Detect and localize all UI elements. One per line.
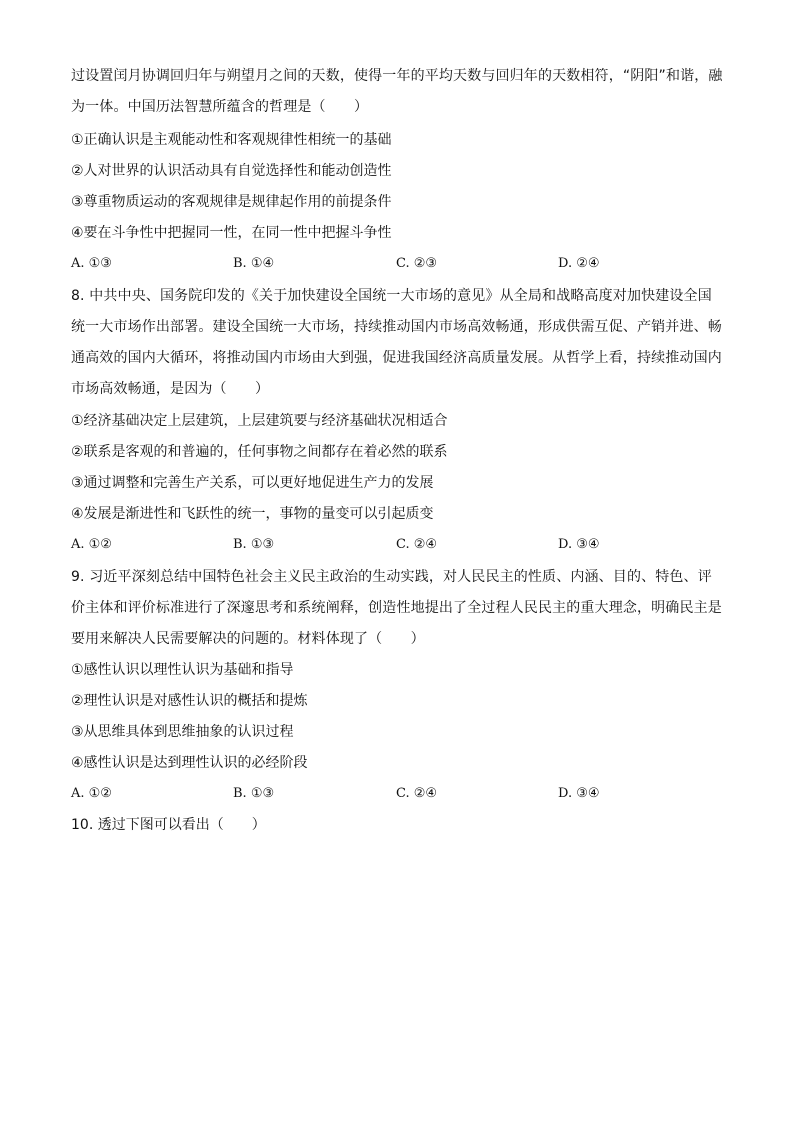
q9-item-3: ③从思维具体到思维抽象的认识过程 (71, 724, 294, 740)
q9-option-a[interactable]: A. ①② (71, 786, 112, 801)
q7-item-4: ④要在斗争性中把握同一性，在同一性中把握斗争性 (71, 225, 392, 241)
q8-option-c[interactable]: C. ②④ (396, 537, 438, 552)
q8-stem: 8. 中共中央、国务院印发的《关于加快建设全国统一大市场的意见》从全局和战略高度对加快建设全国统一大市场作出部署。建设全国统一大市场，持续推动国内市场高效畅通，形成供需互促、产销并进、畅通高效的国内大循环，将推动国内市场由大到强，促进我国经济高质量发展。从哲学上看，持续推动国内市场高效畅通，是因为（ ） (71, 288, 722, 397)
q7-option-b[interactable]: B. ①④ (233, 256, 275, 271)
q9-stem: 9. 习近平深刻总结中国特色社会主义民主政治的生动实践，对人民民主的性质、内涵、目的、特色、评价主体和评价标准进行了深邃思考和系统阐释，创造性地提出了全过程人民民主的重大理念，明确民主是要用来解决人民需要解决的问题的。材料体现了（ ） (71, 569, 722, 647)
q7-stem: 过设置闰月协调回归年与朔望月之间的天数，使得一年的平均天数与回归年的天数相符，“阴阳”和谐，融为一体。中国历法智慧所蕴含的哲理是（ ） (71, 68, 723, 115)
q7-item-1: ①正确认识是主观能动性和客观规律性相统一的基础 (71, 132, 392, 148)
q7-option-c[interactable]: C. ②③ (396, 256, 438, 271)
q7-option-d[interactable]: D. ②④ (558, 256, 600, 271)
q10-stem: 10. 透过下图可以看出（ ） (71, 817, 266, 833)
q9-option-b[interactable]: B. ①③ (233, 786, 275, 801)
q8-item-1: ①经济基础决定上层建筑，上层建筑要与经济基础状况相适合 (71, 413, 448, 429)
q9-item-1: ①感性认识以理性认识为基础和指导 (71, 662, 294, 678)
q8-item-3: ③通过调整和完善生产关系，可以更好地促进生产力的发展 (71, 475, 434, 491)
q8-item-4: ④发展是渐进性和飞跃性的统一，事物的量变可以引起质变 (71, 506, 434, 522)
q9-item-2: ②理性认识是对感性认识的概括和提炼 (71, 693, 308, 709)
q9-option-d[interactable]: D. ③④ (558, 786, 600, 801)
q8-option-b[interactable]: B. ①③ (233, 537, 275, 552)
q9-item-4: ④感性认识是达到理性认识的必经阶段 (71, 755, 308, 771)
q9-option-c[interactable]: C. ②④ (396, 786, 438, 801)
q8-option-d[interactable]: D. ③④ (558, 537, 600, 552)
q8-option-a[interactable]: A. ①② (71, 537, 112, 552)
q7-option-a[interactable]: A. ①③ (71, 256, 112, 271)
q8-item-2: ②联系是客观的和普遍的，任何事物之间都存在着必然的联系 (71, 444, 448, 460)
q7-item-3: ③尊重物质运动的客观规律是规律起作用的前提条件 (71, 194, 392, 210)
q7-item-2: ②人对世界的认识活动具有自觉选择性和能动创造性 (71, 163, 392, 179)
